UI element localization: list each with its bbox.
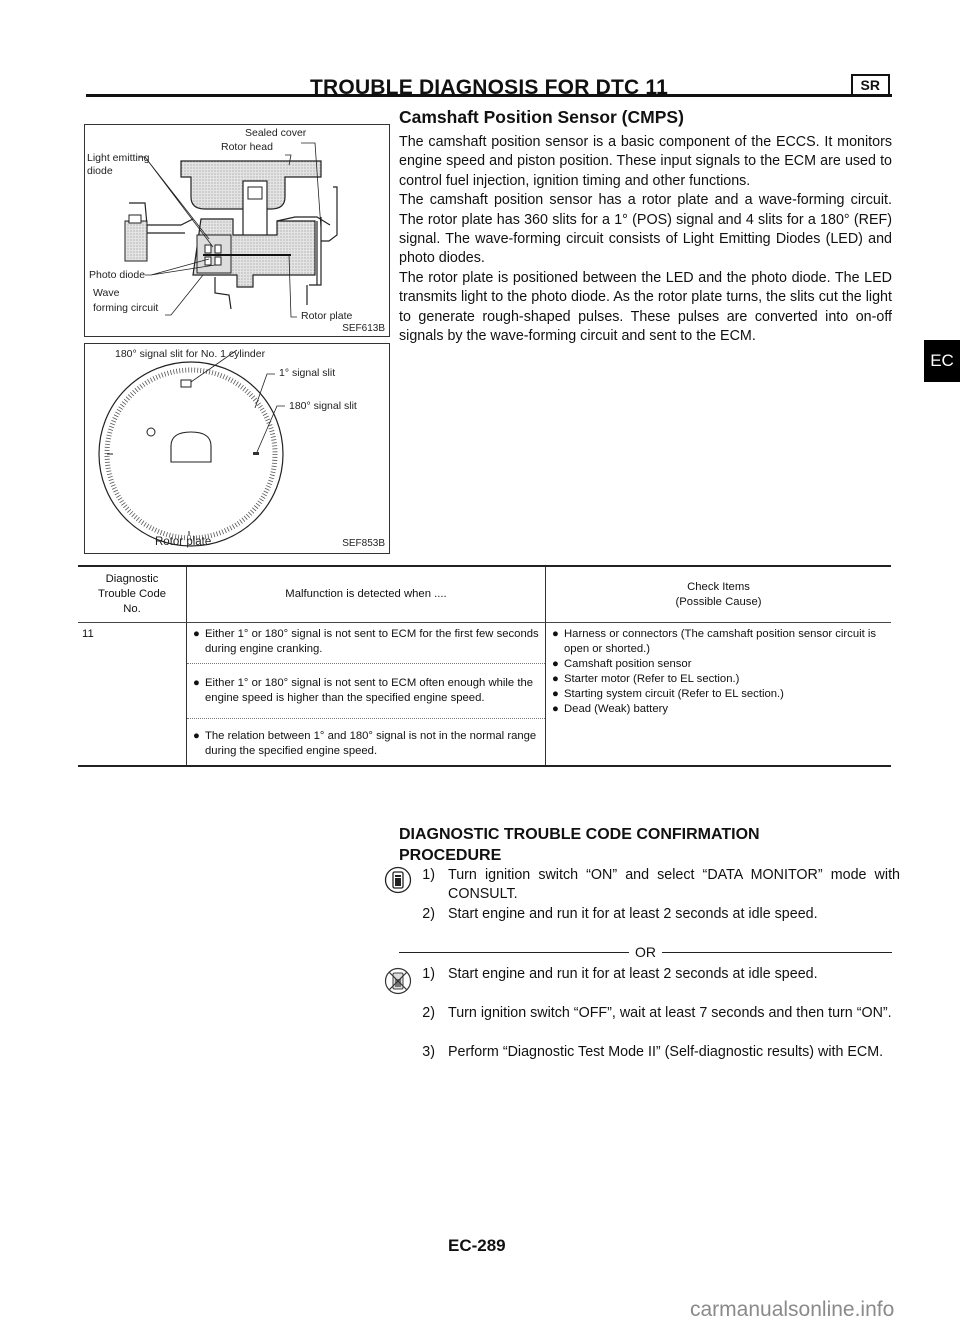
no-consult-icon xyxy=(384,967,412,995)
procedure-step: 2) Start engine and run it for at least 2 seconds at idle speed. xyxy=(422,906,818,922)
label-photo-diode: Photo diode xyxy=(89,269,146,281)
check-item: ● Starter motor (Refer to EL section.) xyxy=(552,673,740,685)
table-header-row xyxy=(78,566,891,623)
table-row xyxy=(78,623,891,767)
header-malfunction: Malfunction is detected when .... xyxy=(187,566,546,623)
label-led-line1: Light emitting xyxy=(87,152,150,164)
label-rotor-head: Rotor head xyxy=(221,141,273,153)
procedure-title: DIAGNOSTIC TROUBLE CODE CONFIRMATION PROCEDURE xyxy=(399,826,760,864)
procedure-step: 1) Turn ignition switch “ON” and select “DATA MONITOR” mode with CONSULT. xyxy=(422,867,900,903)
check-items-cell xyxy=(546,623,892,767)
check-item: ● Harness or connectors (The camshaft position sensor circuit is open or shorted.) xyxy=(552,628,877,655)
bullet-icon: ● xyxy=(193,628,200,640)
page-header xyxy=(86,78,892,97)
section-title: Camshaft Position Sensor (CMPS) xyxy=(399,107,684,127)
ec-section-tab[interactable]: EC xyxy=(924,340,960,382)
label-1deg-slit: 1° signal slit xyxy=(279,367,336,379)
figure-rotor-plate xyxy=(84,343,390,554)
label-180-slit: 180° signal slit xyxy=(289,400,357,412)
bullet-icon: ● xyxy=(552,673,559,685)
label-rotor-plate-caption: Rotor plate xyxy=(155,536,212,548)
watermark: carmanualsonline.info xyxy=(690,1298,895,1321)
sr-badge: SR xyxy=(851,74,890,96)
bullet-icon: ● xyxy=(193,677,200,689)
figure-sensor-cross-section xyxy=(84,124,390,337)
dtc-table xyxy=(78,565,891,767)
paragraph: The camshaft position sensor has a rotor plate and a wave-forming circuit. The rotor plate has 360 slits for a 1° (POS) signal and 4 slits for a 180° (REF) signal. The wave-forming circuit consists of Light Emitting Diodes (LED) and photo diodes. xyxy=(399,192,892,267)
check-item: ● Camshaft position sensor xyxy=(552,658,692,670)
procedure-step: 1) Start engine and run it for at least 2 seconds at idle speed. xyxy=(422,966,818,982)
malfunction-item: ● The relation between 1° and 180° signal is not in the normal range during the specified engine speed. xyxy=(193,730,537,757)
label-180-slit-no1: 180° signal slit for No. 1 cylinder xyxy=(115,348,266,360)
check-list xyxy=(546,623,891,721)
bullet-icon: ● xyxy=(193,730,200,742)
malfunction-item: ● Either 1° or 180° signal is not sent to ECM for the first few seconds during engine cranking. xyxy=(187,623,545,664)
rotor-plate-drawing xyxy=(85,344,389,553)
section-body xyxy=(399,133,892,346)
paragraph: The rotor plate is positioned between the LED and the photo diode. The LED transmits light to the photo diode. As the rotor plate turns, the slits cut the light to generate rough-shaped pulses. These pulses are converted into on-off signals by the wave-forming circuit and sent to the ECM. xyxy=(399,269,892,345)
figure-code: SEF853B xyxy=(342,538,385,549)
label-rotor-plate: Rotor plate xyxy=(301,310,353,322)
bullet-icon: ● xyxy=(552,658,559,670)
label-wave-line1: Wave xyxy=(93,287,120,299)
or-separator: OR xyxy=(399,944,892,960)
figure-code: SEF613B xyxy=(342,323,385,334)
procedure-step: 3) Perform “Diagnostic Test Mode II” (Self-diagnostic results) with ECM. xyxy=(422,1044,884,1060)
label-led-line2: diode xyxy=(87,165,113,177)
bullet-icon: ● xyxy=(552,688,559,700)
page-title: TROUBLE DIAGNOSIS FOR DTC 11 xyxy=(310,76,668,99)
label-wave-line2: forming circuit xyxy=(93,302,159,314)
procedure-step: 2) Turn ignition switch “OFF”, wait at least 7 seconds and then turn “ON”. xyxy=(422,1005,892,1021)
bullet-icon: ● xyxy=(552,628,559,640)
label-sealed-cover: Sealed cover xyxy=(245,127,307,139)
paragraph: The camshaft position sensor is a basic component of the ECCS. It monitors engine speed and piston position. These input signals to the ECM are used to control fuel injection, ignition timing and other functions. xyxy=(399,134,892,189)
consult-icon xyxy=(384,866,412,894)
check-item: ● Dead (Weak) battery xyxy=(552,703,669,715)
bullet-icon: ● xyxy=(552,703,559,715)
malfunction-item: ● Either 1° or 180° signal is not sent to ECM often enough while the engine speed is higher than the specified engine speed. xyxy=(187,664,545,719)
malfunction-cell xyxy=(187,623,546,767)
check-item: ● Starting system circuit (Refer to EL section.) xyxy=(552,688,784,700)
page-number: EC-289 xyxy=(448,1236,506,1255)
header-check-items: Check Items (Possible Cause) xyxy=(546,566,892,623)
header-dtc-no: Diagnostic Trouble Code No. xyxy=(78,566,187,623)
dtc-code: 11 xyxy=(78,623,187,767)
